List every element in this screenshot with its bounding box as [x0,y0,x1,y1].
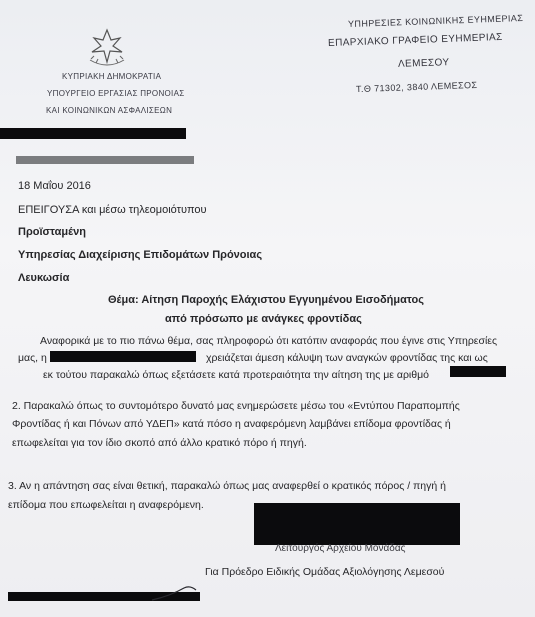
redaction-name [50,351,196,362]
para2-line-3: επωφελείται για τον ίδιο σκοπό από άλλο κρατικό πόρο ή πηγή. [12,437,307,449]
signature-role: Λειτουργός Αρχείου Μονάδας [275,543,406,554]
letterhead-ministry-2: ΚΑΙ ΚΟΙΝΩΝΙΚΩΝ ΑΣΦΑΛΙΣΕΩΝ [46,106,173,115]
redaction-signature [254,503,460,545]
redaction-reference [0,128,186,139]
para2-line-1: 2. Παρακαλώ όπως το συντομότερο δυνατό μας ενημερώσετε μέσω του «Εντύπου Παραπομπής [12,400,460,412]
para2-line-2: Φροντίδας ή και Πόνων από ΥΔΕΠ» κατά πόσο η αναφερόμενη λαμβάνει επίδομα φροντίδας ή [12,418,451,430]
redaction-email [16,156,194,164]
recipient-urgent: ΕΠΕΙΓΟΥΣΑ και μέσω τηλεομοιότυπου [18,204,207,216]
recipient-city: Λευκωσία [18,272,70,284]
letterhead-ministry: ΥΠΟΥΡΓΕΙΟ ΕΡΓΑΣΙΑΣ ΠΡΟΝΟΙΑΣ [47,89,185,98]
cyprus-emblem-icon [82,26,132,72]
para1-line-2b: χρειάζεται άμεση κάλυψη των αναγκών φροντίδας της και ως [206,352,488,364]
recipient-department: Υπηρεσίας Διαχείρισης Επιδομάτων Πρόνοιας [18,249,263,261]
para1-line-1: Αναφορικά με το πιο πάνω θέμα, σας πληροφορώ ότι κατόπιν αναφοράς που έγινε στις Υπηρεσίες [40,335,498,347]
para3-line-1: 3. Αν η απάντηση σας είναι θετική, παρακαλώ όπως μας αναφερθεί ο κρατικός πόρος / πηγή ή [8,480,446,492]
para3-line-2: επίδομα που επωφελείται η αναφερόμενη. [8,499,204,511]
subject-line-1: Θέμα: Αίτηση Παροχής Ελάχιστου Εγγυημένου Εισοδήματος [108,294,424,306]
letterhead-city: ΛΕΜΕΣΟΥ [397,57,450,70]
para1-line-2a: μας, η [18,352,47,364]
recipient-title: Προϊσταμένη [18,226,86,238]
subject-line-2: από πρόσωπο με ανάγκες φροντίδας [165,313,362,325]
letterhead-services: ΥΠΗΡΕΣΙΕΣ ΚΟΙΝΩΝΙΚΗΣ ΕΥΗΜΕΡΙΑΣ [347,12,524,30]
pen-stroke-icon [150,584,200,604]
letterhead-address: Τ.Θ 71302, 3840 ΛΕΜΕΣΟΣ [355,79,478,95]
letter-date: 18 Μαΐου 2016 [18,180,91,192]
signature-for: Για Πρόεδρο Ειδικής Ομάδας Αξιολόγησης Λεμεσού [205,566,445,578]
para1-line-3: εκ τούτου παρακαλώ όπως εξετάσετε κατά προτεραιότητα την αίτηση της με αριθμό [43,369,429,381]
letterhead-office: ΕΠΑΡΧΙΑΚΟ ΓΡΑΦΕΙΟ ΕΥΗΜΕΡΙΑΣ [327,31,503,50]
letterhead-country: ΚΥΠΡΙΑΚΗ ΔΗΜΟΚΡΑΤΙΑ [62,72,162,81]
redaction-application-number [450,366,506,377]
